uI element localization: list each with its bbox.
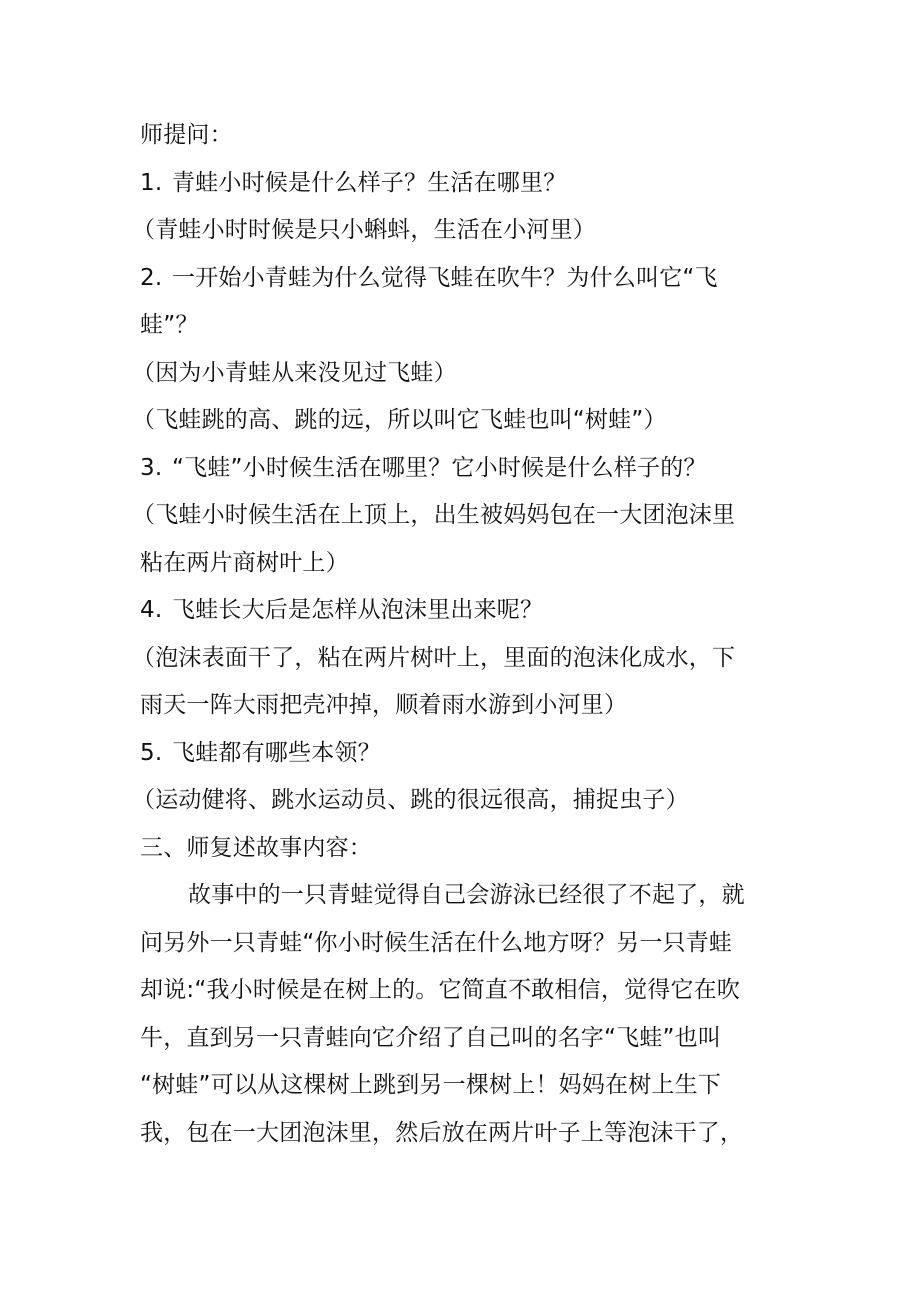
question-text: 一开始小青蛙为什么觉得飞蛙在吹牛？为什么叫它“飞 bbox=[172, 264, 718, 291]
answer-4-continuation bbox=[140, 682, 800, 730]
paragraph-text: “树蛙”可以从这棵树上跳到另一棵树上！妈妈在树上生下 bbox=[140, 1072, 722, 1098]
story-paragraph-line bbox=[140, 872, 800, 920]
answer-2a bbox=[132, 350, 800, 398]
question-number: 1. bbox=[140, 169, 163, 196]
answer-text: （青蛙小时时候是只小蝌蚪，生活在小河里） bbox=[132, 217, 596, 243]
question-number: 5. bbox=[140, 739, 163, 766]
section-heading-retell bbox=[140, 825, 800, 873]
story-paragraph-line bbox=[140, 967, 800, 1015]
line-text: 三、师复述故事内容： bbox=[140, 834, 372, 861]
story-paragraph-line bbox=[140, 1062, 800, 1110]
answer-text: 粘在两片商树叶上） bbox=[140, 549, 349, 576]
question-3 bbox=[140, 445, 800, 493]
answer-1 bbox=[132, 207, 800, 255]
question-text: 蛙”？ bbox=[140, 312, 199, 338]
paragraph-text: 问另外一只青蛙“你小时候生活在什么地方呀？另一只青蛙 bbox=[140, 929, 733, 956]
answer-text: （飞蛙跳的高、跳的远，所以叫它飞蛙也叫“树蛙”） bbox=[132, 407, 667, 433]
story-paragraph-line bbox=[140, 1110, 800, 1158]
answer-text: （飞蛙小时候生活在上顶上，出生被妈妈包在一大团泡沫里 bbox=[132, 502, 736, 528]
paragraph-text: 牛，直到另一只青蛙向它介绍了自己叫的名字“飞蛙”也叫 bbox=[140, 1024, 722, 1051]
line-text: 师提问： bbox=[140, 122, 233, 148]
paragraph-text: 故事中的一只青蛙觉得自己会游泳已经很了不起了，就 bbox=[188, 882, 745, 908]
question-number: 2. bbox=[140, 264, 163, 291]
answer-3 bbox=[132, 492, 800, 540]
question-2-continuation bbox=[140, 302, 800, 350]
question-text: 飞蛙都有哪些本领？ bbox=[172, 739, 381, 766]
document-body bbox=[132, 112, 800, 1157]
answer-text: 雨天一阵大雨把壳冲掉，顺着雨水游到小河里） bbox=[140, 692, 628, 718]
answer-text: （泡沫表面干了，粘在两片树叶上，里面的泡沫化成水，下 bbox=[132, 644, 736, 671]
answer-text: （运动健将、跳水运动员、跳的很远很高，捕捉虫子） bbox=[132, 787, 689, 813]
story-paragraph-line bbox=[140, 920, 800, 968]
section-heading-questions bbox=[140, 112, 800, 160]
answer-2b bbox=[132, 397, 800, 445]
answer-4 bbox=[132, 635, 800, 683]
question-text: “飞蛙”小时候生活在哪里？它小时候是什么样子的？ bbox=[172, 454, 707, 481]
question-1 bbox=[140, 160, 800, 208]
paragraph-text: 我，包在一大团泡沫里，然后放在两片叶子上等泡沫干了， bbox=[140, 1119, 744, 1146]
answer-3-continuation bbox=[140, 540, 800, 588]
question-5 bbox=[140, 730, 800, 778]
answer-5 bbox=[132, 777, 800, 825]
paragraph-text: 却说:“我小时候是在树上的。它简直不敢相信，觉得它在吹 bbox=[140, 977, 741, 1003]
question-number: 3. bbox=[140, 454, 163, 481]
answer-text: （因为小青蛙从来没见过飞蛙） bbox=[132, 359, 457, 386]
question-text: 青蛙小时候是什么样子？生活在哪里？ bbox=[172, 169, 567, 196]
story-paragraph-line bbox=[140, 1015, 800, 1063]
question-number: 4. bbox=[140, 597, 163, 623]
question-text: 飞蛙长大后是怎样从泡沫里出来呢？ bbox=[172, 597, 544, 623]
question-2 bbox=[140, 255, 800, 303]
question-4 bbox=[140, 587, 800, 635]
